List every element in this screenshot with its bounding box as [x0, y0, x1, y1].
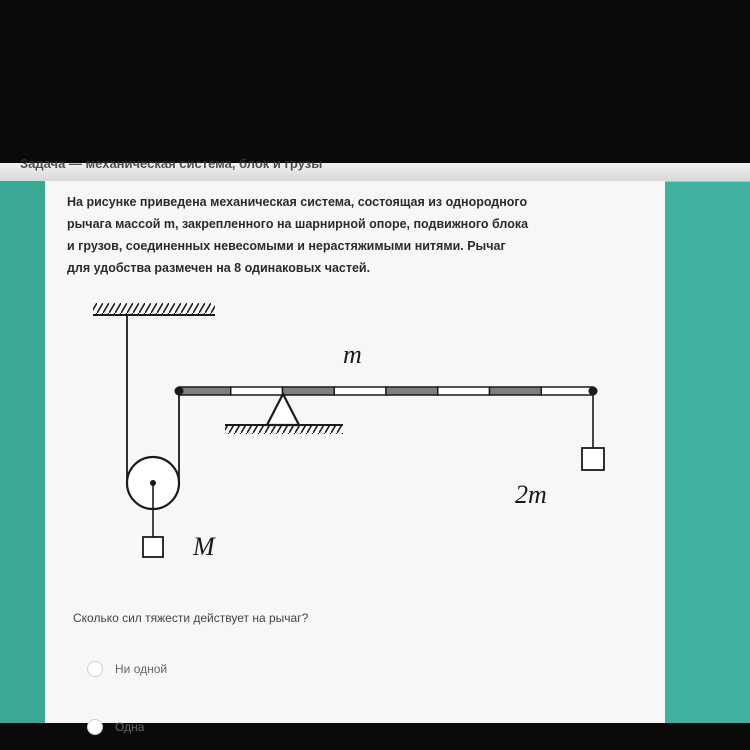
- load-M-label: M: [193, 532, 215, 561]
- cut-off-title: Задача — механическая система, блок и грузы: [20, 156, 323, 171]
- movable-pulley: [127, 457, 179, 537]
- mechanical-system-diagram: [85, 303, 625, 583]
- header-strip: [0, 156, 750, 182]
- option-none-label: Ни одной: [115, 662, 168, 676]
- question-line-2: рычага массой m, закрепленного на шарнирной опоре, подвижного блока: [67, 217, 529, 231]
- lever: [179, 387, 593, 395]
- ceiling-support: [93, 303, 215, 315]
- load-2m-label: 2m: [515, 480, 547, 509]
- lever-segment: [334, 387, 386, 395]
- load-M: [143, 537, 163, 557]
- screen: [0, 156, 750, 734]
- lever-segment: [231, 387, 283, 395]
- lever-segment: [179, 387, 231, 395]
- question-line-1: На рисунке приведена механическая система, состоящая из однородного: [67, 195, 528, 209]
- option-one-label: Одна: [115, 720, 145, 734]
- lever-segment: [541, 387, 593, 395]
- question-line-3: и грузов, соединенных невесомыми и нерастяжимыми нитями. Рычаг: [67, 239, 506, 253]
- left-margin-band: [0, 181, 45, 723]
- lever-segment: [386, 387, 438, 395]
- hinge-support: [225, 394, 343, 434]
- lever-segment: [490, 387, 542, 395]
- question-card: [45, 181, 665, 734]
- lever-segment: [283, 387, 335, 395]
- lever-left-joint: [175, 387, 184, 396]
- question-text: [67, 191, 627, 279]
- lever-mass-label: m: [343, 340, 362, 369]
- option-none-radio[interactable]: [87, 661, 103, 677]
- question-line-4: для удобства размечен на 8 одинаковых частей.: [67, 261, 371, 275]
- option-one-radio[interactable]: [87, 719, 103, 735]
- lever-segment: [438, 387, 490, 395]
- option-none[interactable]: [87, 659, 167, 679]
- load-2m: [582, 448, 604, 470]
- option-one[interactable]: [87, 717, 144, 737]
- subquestion-text: Сколько сил тяжести действует на рычаг?: [73, 611, 309, 625]
